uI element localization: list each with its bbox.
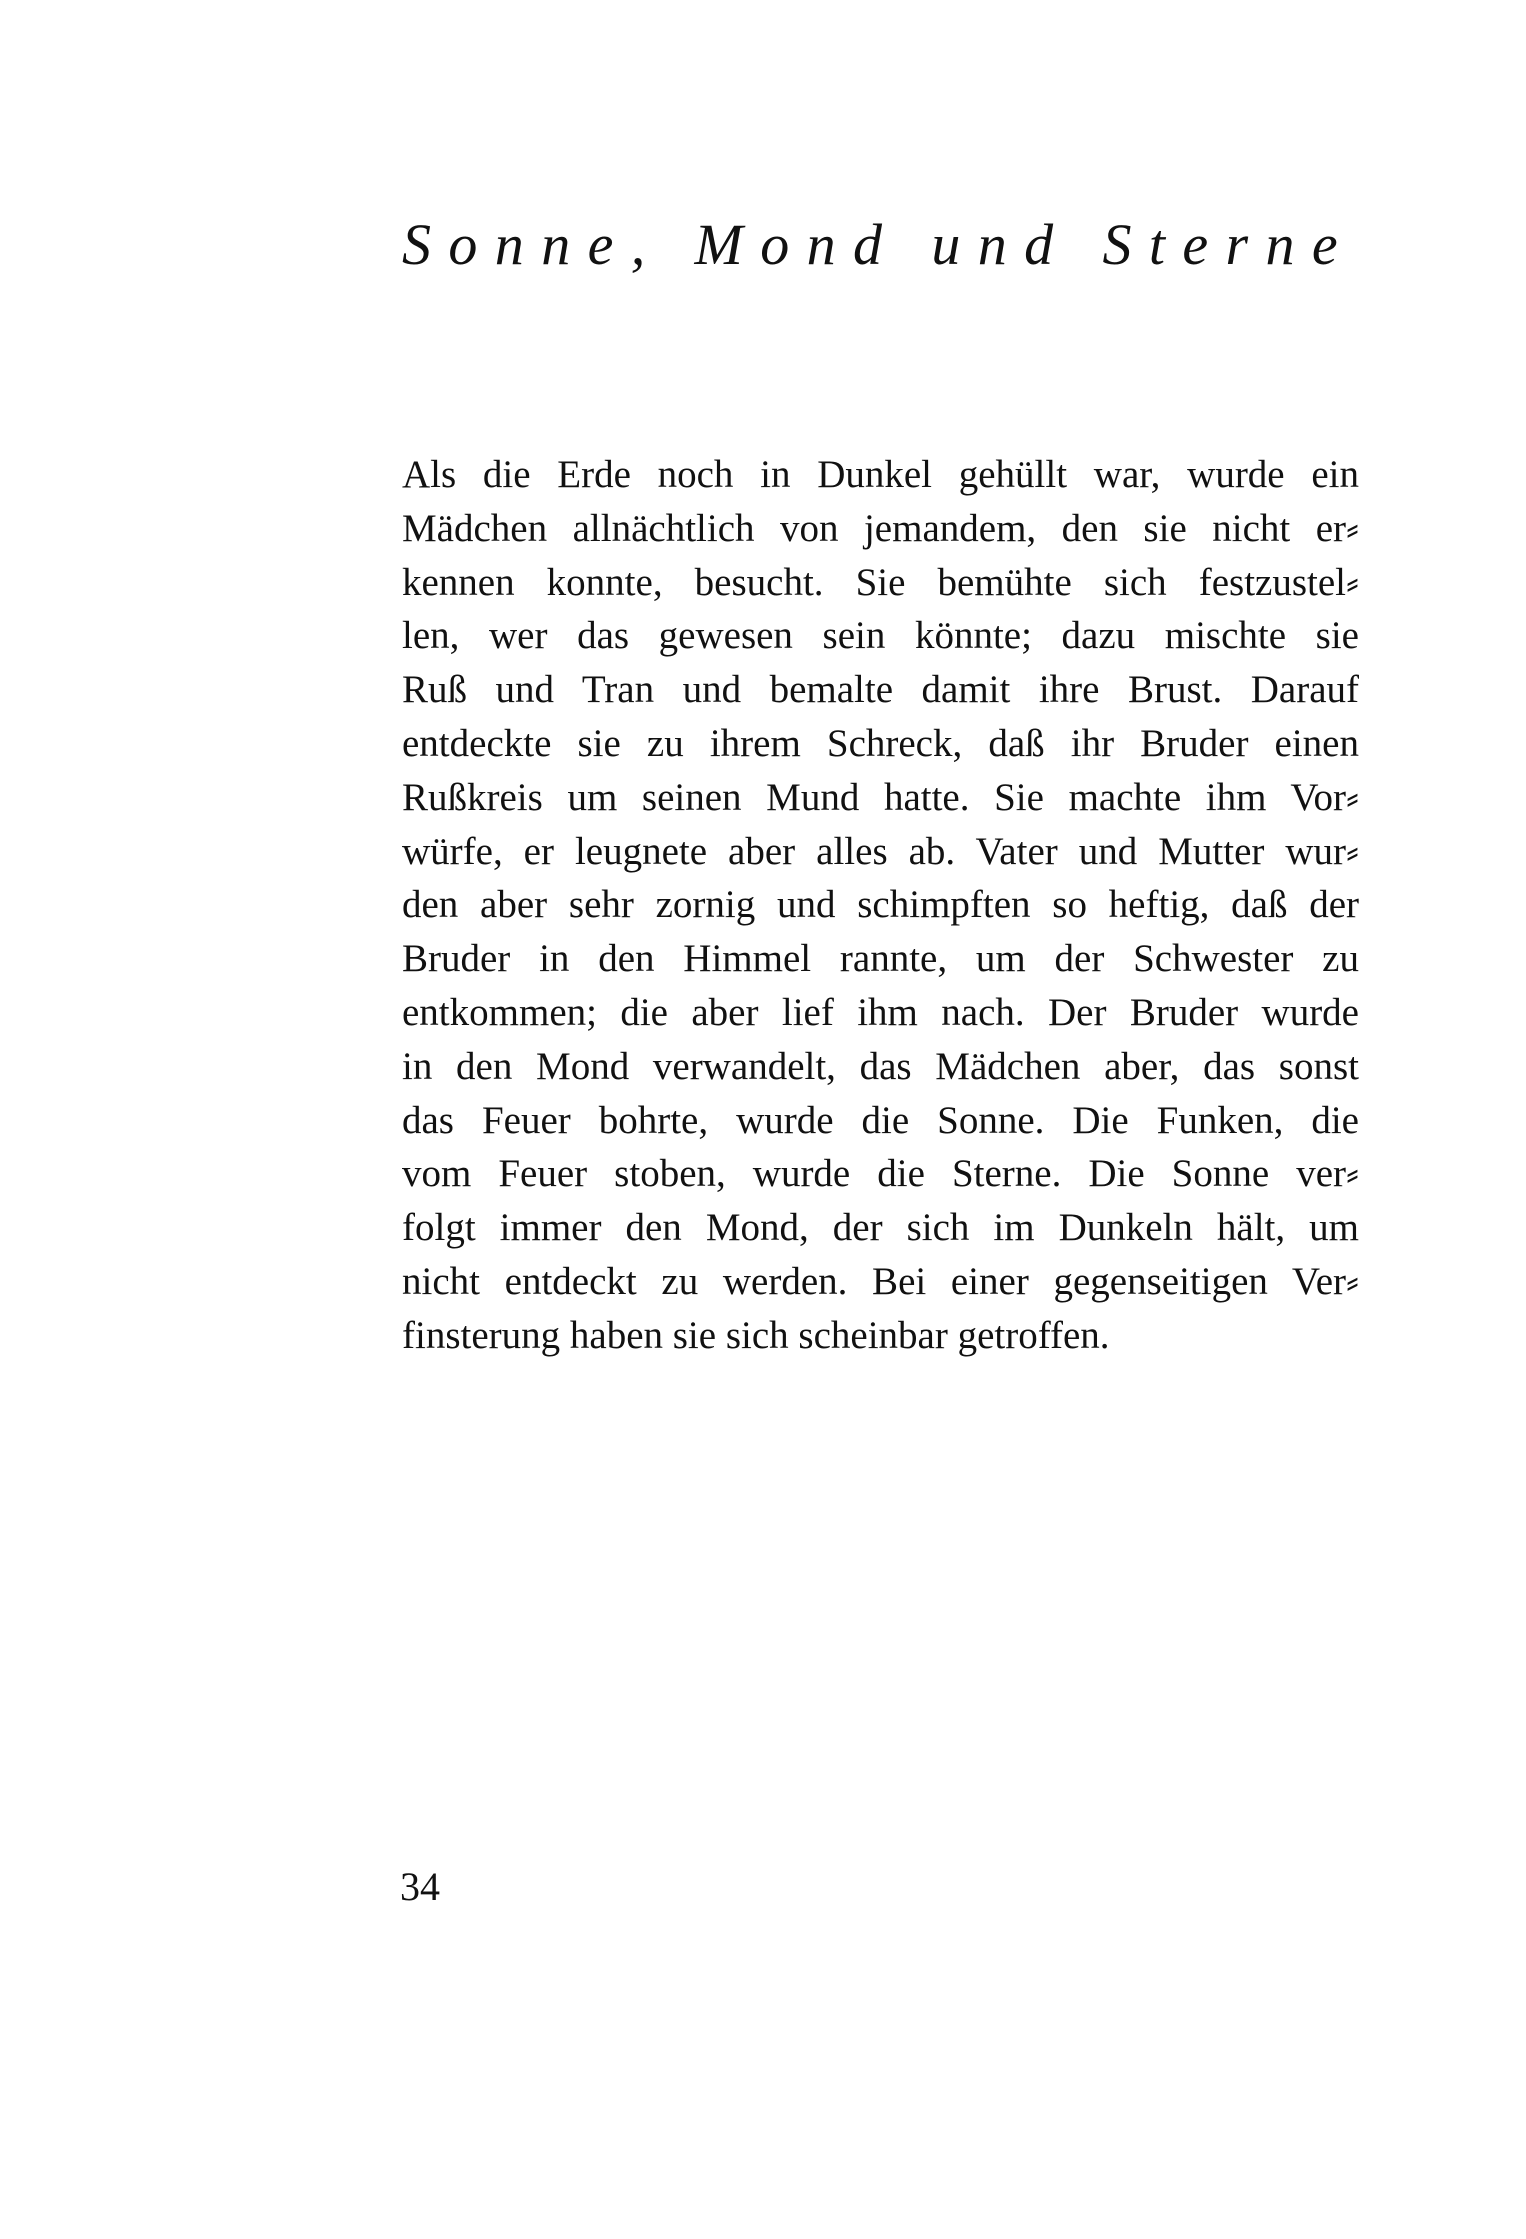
text-line: entdeckte sie zu ihrem Schreck, daß ihr Bruder einen bbox=[402, 721, 1359, 765]
text-line: das Feuer bohrte, wurde die Sonne. Die Funken, die bbox=[402, 1098, 1359, 1142]
page-number: 34 bbox=[400, 1864, 440, 1909]
story-text bbox=[402, 448, 1359, 1363]
text-line: kennen konnte, besucht. Sie bemühte sich festzustel⸗ bbox=[402, 560, 1359, 604]
text-line: Ruß und Tran und bemalte damit ihre Brust. Darauf bbox=[402, 668, 1359, 712]
text-line: Mädchen allnächtlich von jemandem, den sie nicht er⸗ bbox=[402, 506, 1359, 550]
text-line: vom Feuer stoben, wurde die Sterne. Die Sonne ver⸗ bbox=[402, 1152, 1359, 1196]
text-line: len, wer das gewesen sein könnte; dazu mischte sie bbox=[402, 614, 1359, 658]
text-line: Bruder in den Himmel rannte, um der Schwester zu bbox=[402, 937, 1359, 981]
text-line: Als die Erde noch in Dunkel gehüllt war, wurde ein bbox=[402, 453, 1359, 496]
text-line: folgt immer den Mond, der sich im Dunkeln hält, um bbox=[402, 1206, 1359, 1250]
text-line: in den Mond verwandelt, das Mädchen aber, das sonst bbox=[402, 1044, 1359, 1088]
story-title: Sonne, Mond und Sterne bbox=[402, 212, 1356, 277]
text-line: nicht entdeckt zu werden. Bei einer gegenseitigen Ver⸗ bbox=[402, 1259, 1359, 1303]
text-line: Rußkreis um seinen Mund hatte. Sie machte ihm Vor⸗ bbox=[402, 775, 1359, 819]
text-line: den aber sehr zornig und schimpften so heftig, daß der bbox=[402, 883, 1359, 927]
text-line: entkommen; die aber lief ihm nach. Der Bruder wurde bbox=[402, 990, 1359, 1034]
text-line: würfe, er leugnete aber alles ab. Vater und Mutter wur⸗ bbox=[402, 829, 1359, 873]
text-line-last: finsterung haben sie sich scheinbar getroffen. bbox=[402, 1313, 1110, 1357]
